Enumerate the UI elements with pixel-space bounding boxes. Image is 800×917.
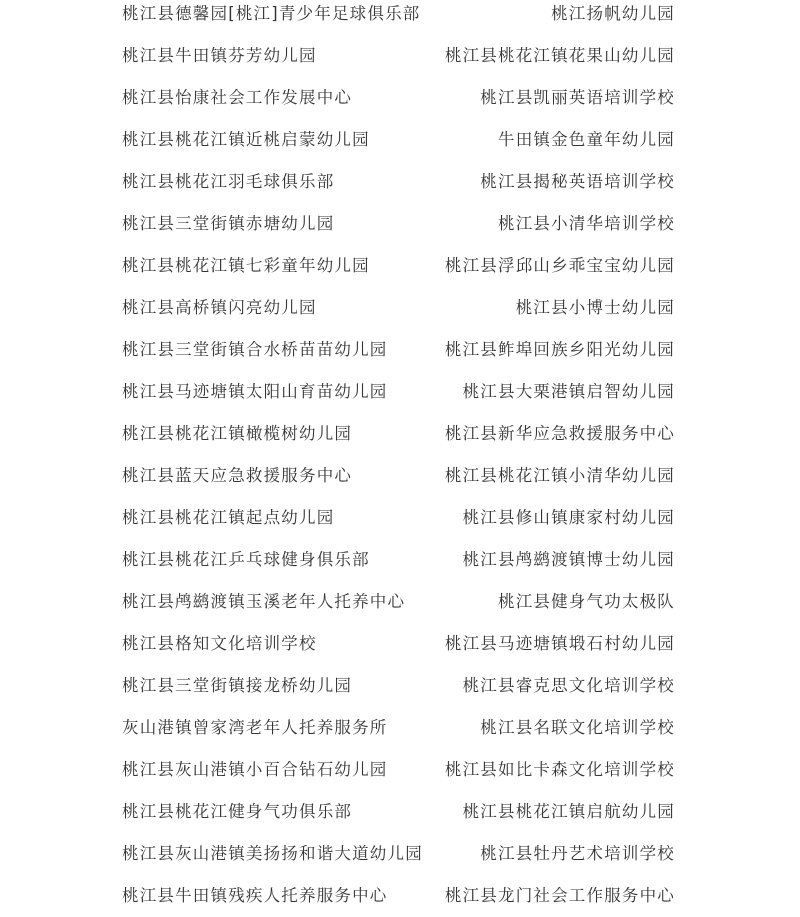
org-name-left: 桃江县桃花江健身气功俱乐部 — [122, 802, 353, 821]
org-name-right: 桃江县小清华培训学校 — [498, 214, 675, 233]
org-name-left: 桃江县牛田镇芬芳幼儿园 — [122, 46, 317, 65]
org-name-right: 桃江县桃花江镇启航幼儿园 — [462, 802, 675, 821]
org-name-left: 桃江县灰山港镇美扬扬和谐大道幼儿园 — [122, 844, 423, 863]
org-name-right: 桃江县新华应急救援服务中心 — [444, 424, 675, 443]
list-item — [0, 287, 800, 329]
org-name-left: 桃江县牛田镇残疾人托养服务中心 — [122, 886, 388, 905]
org-name-left: 灰山港镇曾家湾老年人托养服务所 — [122, 718, 388, 737]
list-item — [0, 539, 800, 581]
list-item — [0, 581, 800, 623]
org-name-right: 桃江县浮邱山乡乖宝宝幼儿园 — [444, 256, 675, 275]
list-item — [0, 0, 800, 35]
org-name-right: 桃江县修山镇康家村幼儿园 — [462, 508, 675, 527]
list-item — [0, 413, 800, 455]
org-name-left: 桃江县格知文化培训学校 — [122, 634, 317, 653]
org-name-right: 桃江县鲊埠回族乡阳光幼儿园 — [444, 340, 675, 359]
list-item — [0, 665, 800, 707]
org-name-left: 桃江县马迹塘镇太阳山育苗幼儿园 — [122, 382, 388, 401]
org-name-right: 桃江县鸬鹚渡镇博士幼儿园 — [462, 550, 675, 569]
org-name-left: 桃江县桃花江镇七彩童年幼儿园 — [122, 256, 370, 275]
list-item — [0, 707, 800, 749]
org-name-left: 桃江县灰山港镇小百合钻石幼儿园 — [122, 760, 388, 779]
org-name-right: 牛田镇金色童年幼儿园 — [498, 130, 675, 149]
list-item — [0, 749, 800, 791]
org-name-left: 桃江县鸬鹚渡镇玉溪老年人托养中心 — [122, 592, 406, 611]
org-name-left: 桃江县高桥镇闪亮幼儿园 — [122, 298, 317, 317]
org-name-right: 桃江县名联文化培训学校 — [480, 718, 675, 737]
org-name-left: 桃江县桃花江镇起点幼儿园 — [122, 508, 335, 527]
org-name-right: 桃江扬帆幼儿园 — [551, 4, 675, 23]
org-name-left: 桃江县三堂街镇接龙桥幼儿园 — [122, 676, 353, 695]
org-name-right: 桃江县大栗港镇启智幼儿园 — [462, 382, 675, 401]
list-item — [0, 371, 800, 413]
list-item — [0, 875, 800, 917]
list-item — [0, 245, 800, 287]
org-name-right: 桃江县桃花江镇小清华幼儿园 — [444, 466, 675, 485]
list-item — [0, 77, 800, 119]
list-item — [0, 119, 800, 161]
org-name-right: 桃江县健身气功太极队 — [498, 592, 675, 611]
list-item — [0, 161, 800, 203]
list-item — [0, 203, 800, 245]
org-name-right: 桃江县睿克思文化培训学校 — [462, 676, 675, 695]
org-name-left: 桃江县三堂街镇合水桥苗苗幼儿园 — [122, 340, 388, 359]
org-name-right: 桃江县小博士幼儿园 — [515, 298, 675, 317]
list-item — [0, 833, 800, 875]
list-item — [0, 623, 800, 665]
list-item — [0, 497, 800, 539]
list-item — [0, 35, 800, 77]
org-name-right: 桃江县马迹塘镇塅石村幼儿园 — [444, 634, 675, 653]
org-name-right: 桃江县揭秘英语培训学校 — [480, 172, 675, 191]
org-name-left: 桃江县怡康社会工作发展中心 — [122, 88, 353, 107]
org-name-left: 桃江县三堂街镇赤塘幼儿园 — [122, 214, 335, 233]
org-name-left: 桃江县桃花江羽毛球俱乐部 — [122, 172, 335, 191]
org-name-left: 桃江县蓝天应急救援服务中心 — [122, 466, 353, 485]
list-item — [0, 791, 800, 833]
org-name-right: 桃江县龙门社会工作服务中心 — [444, 886, 675, 905]
list-item — [0, 329, 800, 371]
org-name-right: 桃江县牡丹艺术培训学校 — [480, 844, 675, 863]
org-name-left: 桃江县桃花江镇橄榄树幼儿园 — [122, 424, 353, 443]
list-item — [0, 455, 800, 497]
org-name-right: 桃江县桃花江镇花果山幼儿园 — [444, 46, 675, 65]
org-name-right: 桃江县如比卡森文化培训学校 — [444, 760, 675, 779]
org-name-left: 桃江县桃花江乒乓球健身俱乐部 — [122, 550, 370, 569]
org-name-left: 桃江县德馨园[桃江]青少年足球俱乐部 — [122, 4, 421, 23]
org-name-right: 桃江县凯丽英语培训学校 — [480, 88, 675, 107]
org-name-left: 桃江县桃花江镇近桃启蒙幼儿园 — [122, 130, 370, 149]
